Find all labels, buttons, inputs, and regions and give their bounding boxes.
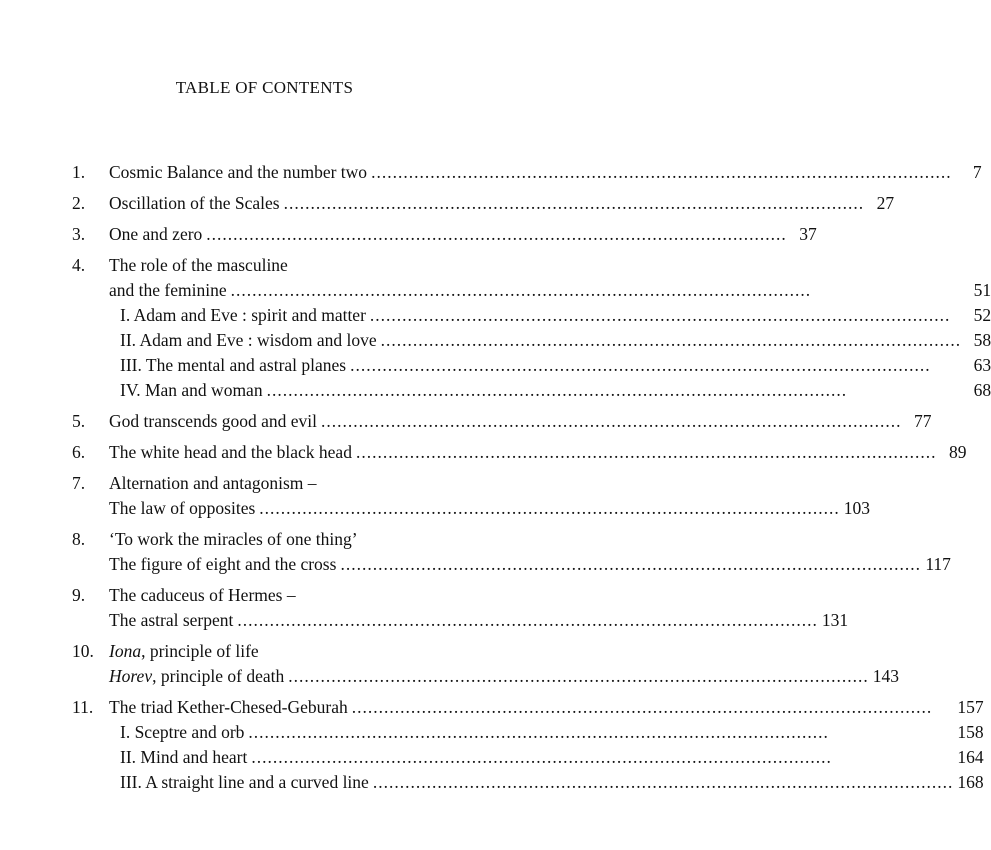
entry-title-text: The triad Kether-Chesed-Geburah [109, 697, 348, 717]
entry-number: 1. [72, 162, 86, 182]
entry-title-text: I. Adam and Eve : spirit and matter [120, 305, 366, 325]
page-number: 51 [973, 280, 991, 300]
entry-title-text: The white head and the black head [109, 442, 352, 462]
entry-title [109, 191, 280, 216]
dot-leader [202, 222, 791, 247]
toc-line [109, 639, 899, 664]
toc-line [109, 160, 982, 185]
entry-body [109, 695, 984, 795]
entry-title [109, 160, 367, 185]
entry-title-text: Oscillation of the Scales [109, 193, 280, 213]
entry-number: 6. [72, 442, 86, 462]
toc-subentry [120, 328, 991, 353]
entry-title [120, 745, 247, 770]
toc-entry [72, 695, 984, 795]
dot-leader [244, 720, 957, 745]
entry-title-text: ‘To work the miracles of one thing’ [109, 529, 358, 549]
page-number: 58 [973, 330, 991, 350]
toc-entry [72, 191, 895, 216]
dot-leader [346, 353, 965, 378]
toc-entry [72, 222, 817, 247]
entry-body [109, 191, 894, 216]
entry-title [120, 353, 346, 378]
page-number: 68 [973, 380, 991, 400]
entry-number: 10. [72, 641, 94, 661]
entry-title [120, 303, 366, 328]
toc-line [109, 608, 848, 633]
page-number: 7 [972, 162, 982, 182]
entry-title [109, 552, 336, 577]
entry-title-text: The role of the masculine [109, 255, 288, 275]
toc-line [109, 409, 932, 434]
entry-body [109, 471, 870, 521]
entry-title [109, 664, 284, 689]
entry-title [109, 695, 348, 720]
toc-line [109, 278, 991, 303]
entry-title [109, 440, 352, 465]
entry-title-text: God transcends good and evil [109, 411, 318, 431]
dot-leader [247, 745, 957, 770]
entry-title [109, 583, 296, 608]
toc-line [109, 664, 899, 689]
entry-title-text: Alternation and antagonism – [109, 473, 317, 493]
toc-entry [72, 160, 982, 185]
entry-title [120, 720, 244, 745]
entry-title [120, 378, 263, 403]
toc-line [109, 552, 951, 577]
entry-title [109, 527, 358, 552]
dot-leader [233, 608, 822, 633]
entry-title-text: IV. Man and woman [120, 380, 263, 400]
entry-title-text: The figure of eight and the cross [109, 554, 337, 574]
entry-title-text: III. A straight line and a curved line [120, 772, 369, 792]
page-title: TABLE OF CONTENTS [175, 78, 354, 97]
toc-entry [72, 440, 967, 465]
page-number: 143 [872, 666, 900, 686]
entry-title-italic: Iona [109, 641, 142, 661]
entry-title [109, 222, 202, 247]
toc-entry [72, 409, 932, 434]
entry-title [109, 639, 259, 664]
dot-leader [352, 440, 941, 465]
page-number: 131 [821, 610, 849, 630]
entry-title-text: and the feminine [109, 280, 227, 300]
toc-subentry [120, 745, 984, 770]
entry-title-text: II. Adam and Eve : wisdom and love [120, 330, 377, 350]
entry-body [109, 222, 817, 247]
dot-leader [367, 160, 956, 185]
entry-title-text: The law of opposites [109, 498, 256, 518]
toc-entry [72, 253, 991, 403]
entry-title [109, 409, 317, 434]
toc-line [109, 191, 894, 216]
toc-line [109, 471, 870, 496]
dot-leader [348, 695, 958, 720]
dot-leader [280, 191, 869, 216]
toc-entry [72, 639, 900, 689]
entry-title [109, 496, 255, 521]
toc-entry [72, 583, 849, 633]
entry-title-italic: Horev [109, 666, 153, 686]
dot-leader [227, 278, 966, 303]
toc-subentry [120, 303, 991, 328]
entry-title [120, 770, 369, 795]
entry-number: 2. [72, 193, 86, 213]
toc-line [109, 222, 817, 247]
dot-leader [284, 664, 873, 689]
toc-line [109, 527, 951, 552]
entry-number: 4. [72, 255, 86, 275]
entry-title-text: One and zero [109, 224, 203, 244]
toc-line [109, 440, 966, 465]
page-number: 37 [799, 224, 817, 244]
dot-leader [369, 770, 958, 795]
page-number: 63 [973, 355, 991, 375]
entry-title [109, 471, 317, 496]
entry-title-text: , principle of life [141, 641, 259, 661]
entry-body [109, 409, 932, 434]
entry-title [120, 328, 377, 353]
page-number: 157 [957, 697, 984, 717]
entry-body [109, 639, 899, 689]
page-number: 168 [957, 772, 984, 792]
toc-list [72, 160, 991, 801]
page-number: 89 [948, 442, 967, 462]
page-number: 77 [914, 411, 932, 431]
dot-leader [255, 496, 844, 521]
entry-title-text: The astral serpent [109, 610, 234, 630]
toc-line [109, 496, 870, 521]
toc-subentry [120, 378, 991, 403]
entry-number: 9. [72, 585, 86, 605]
dot-leader [317, 409, 906, 434]
toc-subentry [120, 770, 984, 795]
toc-line [109, 583, 848, 608]
entry-number: 11. [72, 697, 94, 717]
entry-title [109, 278, 227, 303]
entry-body [109, 160, 982, 185]
toc-entry [72, 527, 951, 577]
entry-number: 8. [72, 529, 86, 549]
entry-title-text: , principle of death [152, 666, 285, 686]
entry-number: 7. [72, 473, 86, 493]
dot-leader [336, 552, 925, 577]
page-number: 52 [973, 305, 991, 325]
entry-title-text: Cosmic Balance and the number two [109, 162, 368, 182]
toc-entry [72, 471, 871, 521]
entry-title-text: III. The mental and astral planes [120, 355, 347, 375]
page-number: 27 [876, 193, 895, 213]
toc-line [109, 695, 984, 720]
entry-title-text: I. Sceptre and orb [120, 722, 245, 742]
page-number: 117 [925, 554, 951, 574]
dot-leader [263, 378, 966, 403]
dot-leader [377, 328, 966, 353]
toc-line [109, 253, 991, 278]
page-number: 103 [843, 498, 871, 518]
entry-title-text: II. Mind and heart [120, 747, 248, 767]
entry-body [109, 253, 991, 403]
entry-body [109, 583, 848, 633]
page-number: 164 [957, 747, 984, 767]
entry-number: 5. [72, 411, 86, 431]
page-number: 158 [957, 722, 984, 742]
entry-body [109, 527, 951, 577]
entry-body [109, 440, 966, 465]
entry-number: 3. [72, 224, 86, 244]
entry-title-text: The caduceus of Hermes – [109, 585, 296, 605]
toc-subentry [120, 720, 984, 745]
dot-leader [366, 303, 965, 328]
entry-title [109, 253, 288, 278]
entry-title [109, 608, 233, 633]
toc-subentry [120, 353, 991, 378]
